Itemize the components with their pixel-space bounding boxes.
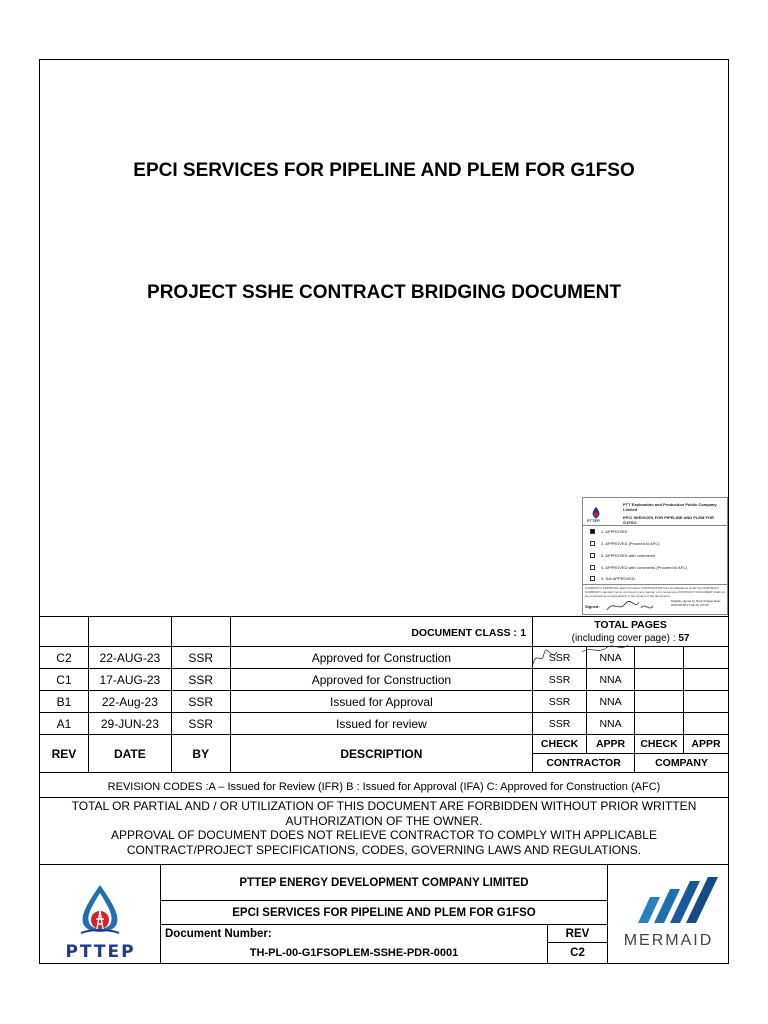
project-name: EPCI SERVICES FOR PIPELINE AND PLEM FOR G1FSO: [161, 901, 607, 925]
company-header: COMPANY: [635, 754, 729, 773]
by-header: BY: [171, 735, 230, 773]
pttep-logo-text: PTTEP: [65, 942, 136, 962]
rev-cell: B1: [40, 691, 89, 713]
appr-cell: NNA: [587, 691, 635, 713]
stamp-option-3: [590, 553, 655, 558]
empty-cell: [683, 713, 728, 735]
by-cell: SSR: [171, 669, 230, 691]
date-header: DATE: [88, 735, 171, 773]
doc-number-label: Document Number:: [165, 928, 272, 940]
doc-class-row: [40, 617, 729, 647]
rev-cell: C1: [40, 669, 89, 691]
company-appr-header: APPR: [683, 735, 728, 754]
approval-stamp: [582, 497, 728, 615]
empty-cell: [635, 669, 684, 691]
appr-cell: NNA: [587, 647, 635, 669]
doc-class-value: 1: [520, 626, 527, 639]
mermaid-logo-cell: [608, 865, 729, 963]
total-pages-label: TOTAL PAGES: [594, 618, 667, 631]
date-cell: 29-JUN-23: [88, 713, 171, 735]
checkbox-checked-icon: [590, 529, 595, 534]
table-row: [40, 713, 729, 735]
appr-cell: NNA: [587, 713, 635, 735]
company-name: PTTEP ENERGY DEVELOPMENT COMPANY LIMITED: [161, 865, 607, 901]
date-cell: 22-AUG-23: [88, 647, 171, 669]
by-cell: SSR: [171, 647, 230, 669]
stamp-option-label: 1. APPROVED: [601, 529, 628, 534]
stamp-divider: [583, 584, 727, 585]
checkbox-icon: [590, 565, 595, 570]
empty-cell: [635, 691, 684, 713]
document-main-title: EPCI SERVICES FOR PIPELINE AND PLEM FOR G1FSO: [133, 160, 635, 181]
table-row: [40, 647, 729, 669]
stamp-option-label: 5. Not APPROVED: [601, 576, 635, 581]
empty-cell: [683, 647, 728, 669]
check-cell: SSR: [533, 713, 587, 735]
rev-cell: C2: [40, 647, 89, 669]
by-cell: SSR: [171, 713, 230, 735]
total-pages-cell: [533, 617, 729, 647]
stamp-note: COMPANY's APPROVAL shall not relieve CONTRACTOR from its obligations under the CONTRACT. COMPANY's decision not to comment in any manner or to review any CONTRACT DOCUMENT shall not be construed as an acceptance of the content of the documents.: [585, 586, 725, 598]
stamp-option-5: [590, 576, 635, 581]
mermaid-logo-icon: [634, 875, 720, 925]
empty-cell: [683, 691, 728, 713]
stamp-signature-icon: [605, 598, 665, 614]
stamp-signed-label: Signed:: [585, 604, 600, 609]
contractor-appr-header: APPR: [587, 735, 635, 754]
stamp-company: PTT Exploration and Production Public Company Limited: [623, 502, 717, 512]
total-pages-sub: (including cover page) :: [571, 632, 676, 644]
title-block: [39, 865, 729, 964]
warning-line: CONTRACT/PROJECT SPECIFICATIONS, CODES, GOVERNING LAWS AND REGULATIONS.: [126, 842, 642, 857]
checkbox-icon: [590, 541, 595, 546]
description-header: DESCRIPTION: [230, 735, 532, 773]
revision-codes: REVISION CODES :A – Issued for Review (IFR) B : Issued for Approval (IFA) C: Approved for Construction (AFC): [39, 778, 729, 798]
rev-value: C2: [547, 943, 607, 963]
title-block-middle: [161, 865, 608, 963]
appr-cell: NNA: [587, 669, 635, 691]
stamp-project: EPCI SERVICES FOR PIPELINE AND PLEM FOR G1FSO: [623, 515, 714, 525]
rev-label: REV: [547, 925, 607, 943]
revision-table: [39, 616, 729, 773]
stamp-option-label: 4. APPROVED with comments (Proceed to AFC): [601, 565, 688, 570]
date-cell: 17-AUG-23: [88, 669, 171, 691]
desc-cell: Issued for review: [230, 713, 532, 735]
total-pages-value: 57: [678, 632, 690, 644]
company-check-header: CHECK: [635, 735, 684, 754]
contractor-check-header: CHECK: [533, 735, 587, 754]
desc-cell: Approved for Construction: [230, 669, 532, 691]
mermaid-logo-text: MERMAID: [623, 932, 714, 949]
doc-class-label: DOCUMENT CLASS :: [411, 626, 517, 639]
check-cell: SSR: [533, 691, 587, 713]
desc-cell: Approved for Construction: [230, 647, 532, 669]
empty-cell: [88, 617, 171, 647]
empty-cell: [683, 669, 728, 691]
checkbox-icon: [590, 553, 595, 558]
empty-cell: [171, 617, 230, 647]
empty-cell: [635, 713, 684, 735]
check-cell: SSR: [533, 669, 587, 691]
stamp-digital-signature: Digitally signed by Nirut Chaiwe Date: 2023.08.28 17:39:44 +07'00': [671, 599, 722, 607]
stamp-option-label: 2. APPROVED (Proceed to AFC): [601, 541, 660, 546]
warning-line: AUTHORIZATION OF THE OWNER.: [285, 813, 483, 828]
contractor-header: CONTRACTOR: [533, 754, 635, 773]
stamp-logo-text: PTTEP: [587, 518, 600, 523]
rev-cell: A1: [40, 713, 89, 735]
checkbox-icon: [590, 576, 595, 581]
stamp-divider: [583, 525, 727, 526]
empty-cell: [40, 617, 89, 647]
rev-header: REV: [40, 735, 89, 773]
doc-number: TH-PL-00-G1FSOPLEM-SSHE-PDR-0001: [249, 947, 459, 959]
stamp-option-2: [590, 541, 659, 546]
header-row: [40, 735, 729, 754]
warning-line: TOTAL OR PARTIAL AND / OR UTILIZATION OF THIS DOCUMENT ARE FORBIDDEN WITHOUT PRIOR WRITTEN: [71, 799, 697, 813]
by-cell: SSR: [171, 691, 230, 713]
warning-notice: [39, 798, 729, 865]
doc-class-cell: [230, 617, 532, 647]
date-cell: 22-Aug-23: [88, 691, 171, 713]
table-row: [40, 669, 729, 691]
desc-cell: Issued for Approval: [230, 691, 532, 713]
warning-line: APPROVAL OF DOCUMENT DOES NOT RELIEVE CONTRACTOR TO COMPLY WITH APPLICABLE: [111, 828, 657, 842]
stamp-option-4: [590, 565, 687, 570]
total-pages-line: [533, 632, 728, 645]
pttep-logo-icon: [77, 883, 123, 941]
check-cell: SSR: [533, 647, 587, 669]
stamp-option-label: 3. APPROVED with comments: [601, 553, 656, 558]
document-subtitle: PROJECT SSHE CONTRACT BRIDGING DOCUMENT: [147, 282, 621, 303]
pttep-logo-cell: [40, 865, 161, 963]
stamp-option-1: [590, 529, 627, 534]
empty-cell: [635, 647, 684, 669]
table-row: [40, 691, 729, 713]
